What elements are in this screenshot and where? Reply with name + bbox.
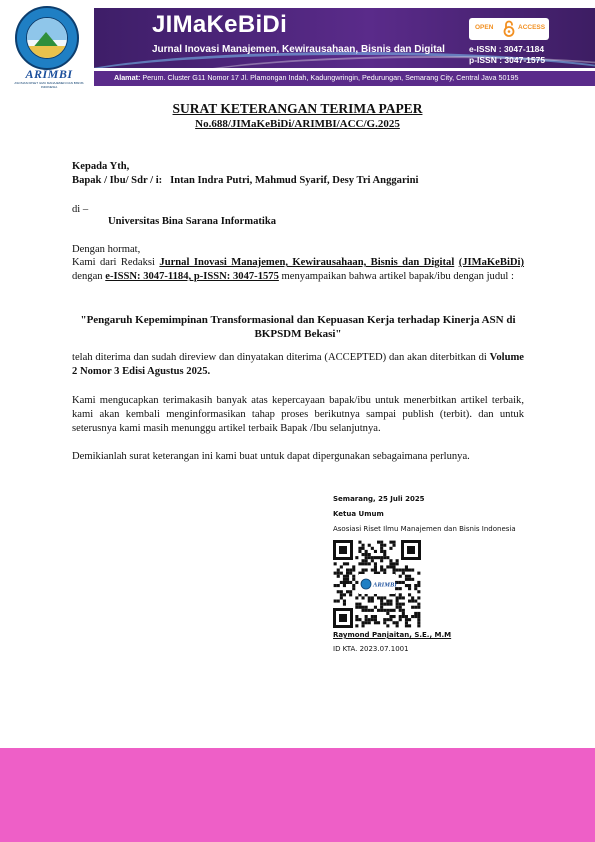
article-title: "Pengaruh Kepemimpinan Transformasional dan Kepuasan Kerja terhadap Kinerja ASN di BKPSDM Bekasi" <box>80 314 516 340</box>
letter-title: SURAT KETERANGAN TERIMA PAPER <box>172 101 423 116</box>
salutation: Dengan hormat, <box>72 244 141 255</box>
arimbi-logo <box>8 6 88 89</box>
logo-text: ARIMBI <box>25 67 73 81</box>
institution: Universitas Bina Sarana Informatika <box>108 216 277 227</box>
footer-band <box>0 748 595 842</box>
qr-code-signature <box>333 540 421 628</box>
signatory-organization: Asosiasi Riset Ilmu Manajemen dan Bisnis Indonesia <box>333 525 516 533</box>
address: Alamat: Perum. Cluster G11 Nomor 17 Jl. Plamongan Indah, Kadungwringin, Pedurungan, Semarang City, Central Java 50195 <box>114 73 519 82</box>
di-line: di – <box>72 204 89 215</box>
issn-block <box>469 44 545 66</box>
paragraph-accepted: telah diterima dan sudah direview dan dinyatakan diterima (ACCEPTED) dan akan diterbitkan di Volume 2 Nomor 3 Edisi Agustus 2025. <box>72 352 524 377</box>
paragraph-closing: Demikianlah surat keterangan ini kami buat untuk dapat dipergunakan sebagaimana perlunya. <box>72 451 470 462</box>
qr-logo-text: ARIMBI <box>373 581 397 589</box>
journal-name: Jurnal Inovasi Manajemen, Kewirausahaan, Bisnis dan Digital <box>152 44 445 55</box>
issn-reference: e-ISSN: 3047-1184, p-ISSN: 3047-1575 <box>105 271 279 282</box>
pissn: p-ISSN : 3047-1575 <box>469 55 546 65</box>
open-access-badge <box>469 18 549 40</box>
signatory-position: Ketua Umum <box>333 510 384 518</box>
letter-number: No.688/JIMaKeBiDi/ARIMBI/ACC/G.2025 <box>195 118 400 130</box>
journal-reference: Jurnal Inovasi Manajemen, Kewirausahaan, Bisnis dan Digital <box>159 257 455 268</box>
open-access-right: ACCESS <box>518 24 546 31</box>
journal-acronym: JIMaKeBiDi <box>152 11 288 38</box>
logo-emblem-icon <box>15 6 79 70</box>
open-access-lock-icon <box>503 20 515 37</box>
recipient-names: Intan Indra Putri, Mahmud Syarif, Desy Tri Anggarini <box>170 175 419 186</box>
signatory-name: Raymond Panjaitan, S.E., M.M <box>333 631 452 639</box>
address-bar <box>94 71 595 86</box>
recipient-label: Bapak / Ibu/ Sdr / i: <box>72 175 163 186</box>
open-access-left: OPEN <box>475 24 494 31</box>
logo-subtext: ASOSIASI RISET ILMU MANAJEMEN DAN BISNIS INDONESIA <box>14 81 84 89</box>
recipient-line <box>72 174 418 188</box>
journal-banner <box>94 8 595 68</box>
paragraph-intro: Kami dari Redaksi Jurnal Inovasi Manajemen, Kewirausahaan, Bisnis dan Digital (JIMaKeBiDi) dengan e-ISSN: 3047-1184, p-ISSN: 3047-1575 menyampaikan bahwa artikel bapak/ibu dengan judul : <box>72 257 525 282</box>
greeting: Kepada Yth, <box>72 161 130 172</box>
journal-acronym-reference: (JIMaKeBiDi) <box>458 257 525 268</box>
letterhead <box>0 0 595 90</box>
place-date: Semarang, 25 Juli 2025 <box>333 495 425 503</box>
volume-info: Volume 2 Nomor 3 Edisi Agustus 2025. <box>72 352 524 377</box>
paragraph-thanks: Kami mengucapkan terimakasih banyak atas kepercayaan bapak/ibu untuk menerbitkan artikel terbaik, kami akan kembali menginformasikan tahap proses berikutnya sampai publish (terbit). dan untuk seterusnya kami masih menunggu artikel terbaik Bapak /Ibu selanjutnya. <box>72 395 524 434</box>
signatory-id: ID KTA. 2023.07.1001 <box>333 645 409 653</box>
eissn: e-ISSN : 3047-1184 <box>469 44 545 54</box>
